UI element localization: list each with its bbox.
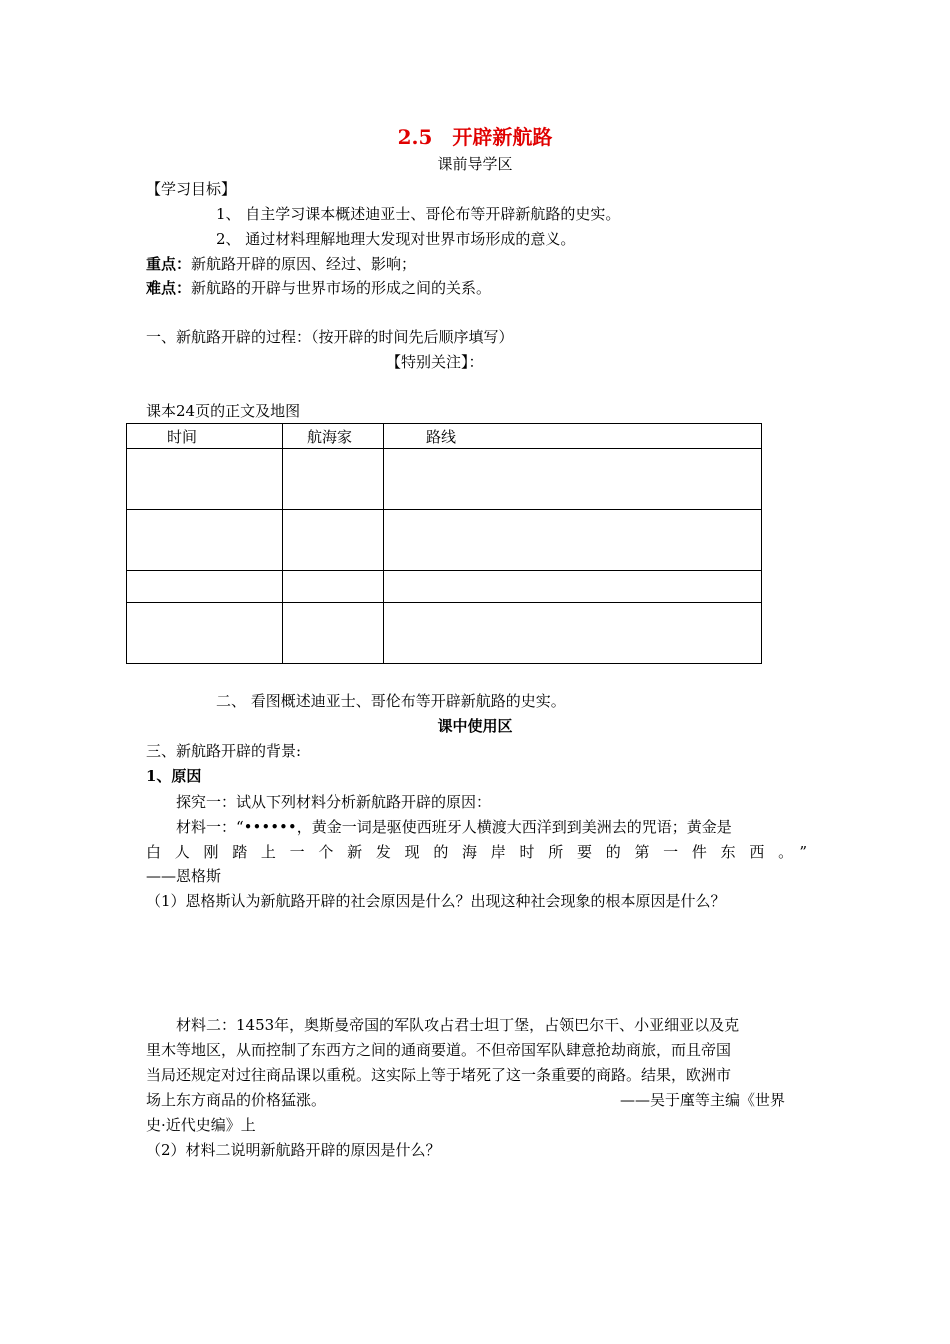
cell-time[interactable] <box>127 449 283 510</box>
question-2: （2）材料二说明新航路开辟的原因是什么？ <box>146 1141 441 1159</box>
goals-heading: 【学习目标】 <box>146 180 237 198</box>
section-in-class: 课中使用区 <box>437 717 513 735</box>
cell-navigator[interactable] <box>283 449 384 510</box>
key-point <box>146 254 416 274</box>
table-row <box>127 603 762 664</box>
cell-route[interactable] <box>384 449 762 510</box>
cell-time[interactable] <box>127 510 283 571</box>
header-navigator: 航海家 <box>283 424 384 449</box>
table-row <box>127 449 762 510</box>
key-point-label: 重点： <box>146 255 192 273</box>
difficult-point <box>146 278 491 298</box>
material2-line2: 里木等地区，从而控制了东西方之间的通商要道。不但帝国军队肆意抢劫商旅，而且帝国 <box>146 1041 732 1059</box>
key-point-text: 新航路开辟的原因、经过、影响； <box>191 255 417 273</box>
difficult-point-label: 难点： <box>146 279 192 297</box>
material2-source-cont: 史·近代史编》上 <box>146 1116 256 1134</box>
question-1: （1）恩格斯认为新航路开辟的社会原因是什么？出现这种社会现象的根本原因是什么？ <box>146 892 726 910</box>
goal-item-1: 1、 自主学习课本概述迪亚士、哥伦布等开辟新航路的史实。 <box>216 205 621 223</box>
header-route: 路线 <box>384 424 762 449</box>
cell-route[interactable] <box>384 603 762 664</box>
page-title: 2.5 开辟新航路 <box>397 125 553 149</box>
cell-navigator[interactable] <box>283 571 384 603</box>
part1-heading: 一、新航路开辟的过程：（按开辟的时间先后顺序填写） <box>146 328 514 346</box>
table-row <box>127 571 762 603</box>
part2-heading: 二、 看图概述迪亚士、哥伦布等开辟新航路的史实。 <box>216 692 566 710</box>
material1-line2: 白人刚踏上一个新发现的海岸时所要的第一件东西。” <box>146 843 807 861</box>
material2-line3: 当局还规定对过往商品课以重税。这实际上等于堵死了这一条重要的商路。结果，欧洲市 <box>146 1066 732 1084</box>
goal-item-2: 2、 通过材料理解地理大发现对世界市场形成的意义。 <box>216 230 576 248</box>
cell-time[interactable] <box>127 571 283 603</box>
material1-line1: 材料一：“••••••，黄金一词是驱使西班牙人横渡大西洋到到美洲去的咒语；黄金是 <box>176 818 732 836</box>
section-pre-class: 课前导学区 <box>437 155 513 173</box>
cell-time[interactable] <box>127 603 283 664</box>
material2-line1: 材料二：1453年，奥斯曼帝国的军队攻占君士坦丁堡，占领巴尔干、小亚细亚以及克 <box>176 1016 740 1034</box>
cell-navigator[interactable] <box>283 510 384 571</box>
cause-subheading: 1、原因 <box>146 767 202 785</box>
difficult-point-text: 新航路的开辟与世界市场的形成之间的关系。 <box>191 279 492 297</box>
material2-line4: 场上东方商品的价格猛涨。 <box>146 1091 327 1109</box>
route-table <box>126 423 762 664</box>
textbook-note: 课本24页的正文及地图 <box>146 402 301 420</box>
cell-route[interactable] <box>384 510 762 571</box>
table-row <box>127 510 762 571</box>
table-header-row <box>127 424 762 449</box>
special-attention: 【特别关注】： <box>386 353 484 371</box>
material2-source: ——吴于廑等主编《世界 <box>620 1091 786 1109</box>
explore-intro: 探究一：试从下列材料分析新航路开辟的原因： <box>176 793 492 811</box>
header-time: 时间 <box>127 424 283 449</box>
cell-route[interactable] <box>384 571 762 603</box>
cell-navigator[interactable] <box>283 603 384 664</box>
part3-heading: 三、新航路开辟的背景: <box>146 742 302 760</box>
material1-source: ——恩格斯 <box>146 867 222 885</box>
